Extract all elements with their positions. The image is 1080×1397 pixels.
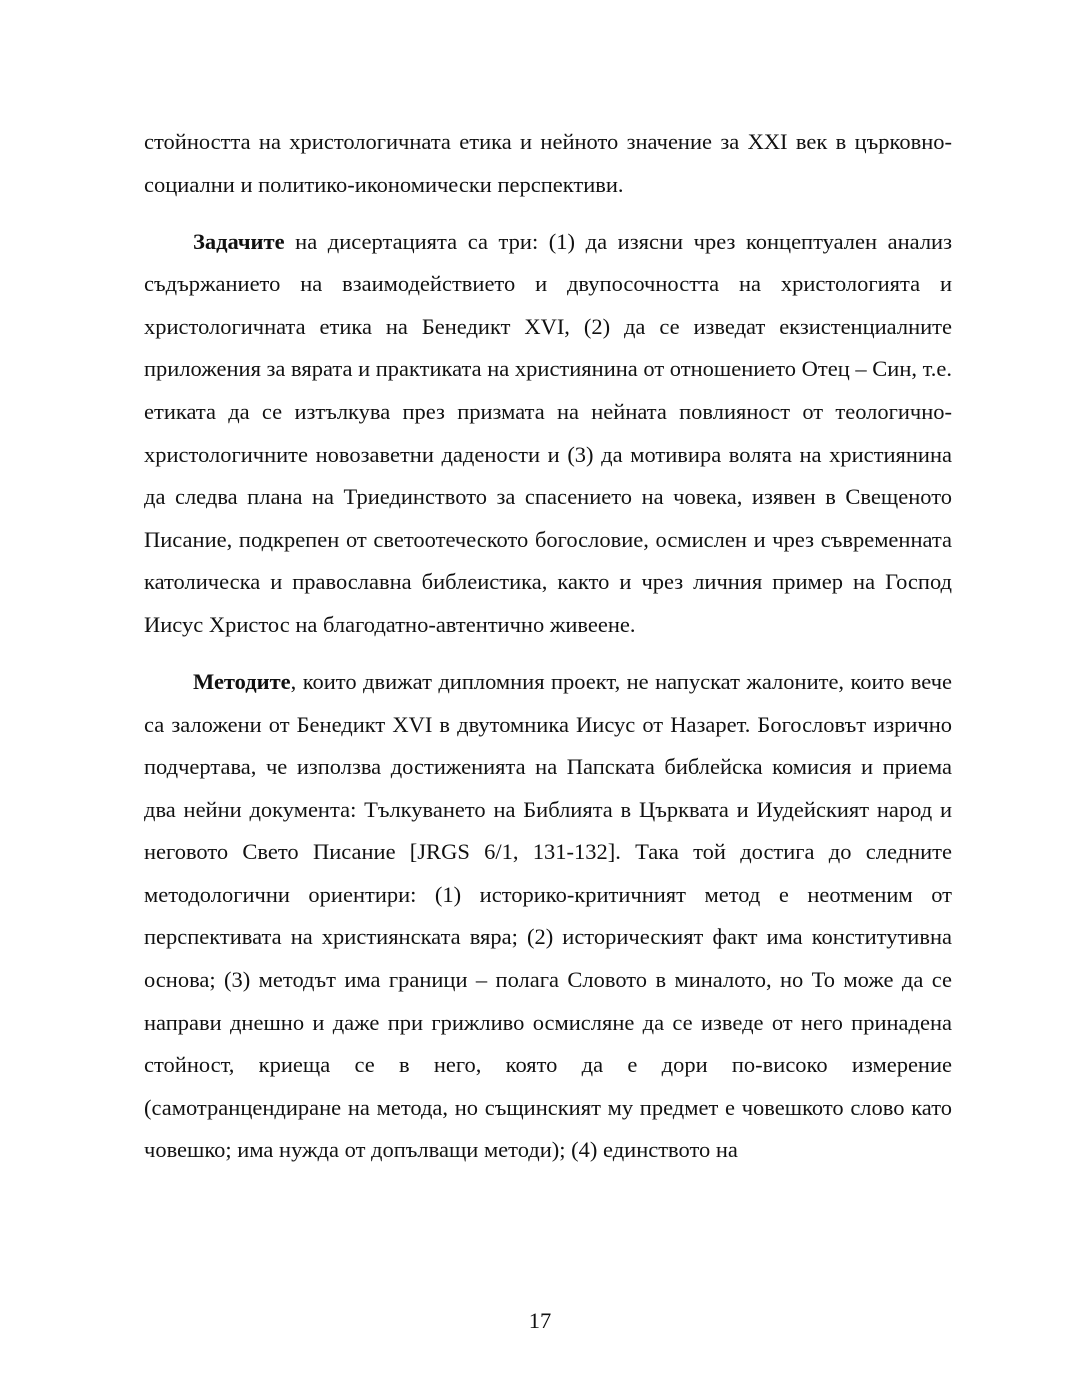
paragraph-heading-tasks: Задачите (193, 228, 285, 254)
paragraph-tasks (144, 221, 952, 647)
paragraph-methods (144, 661, 952, 1172)
paragraph-text: на дисертацията са три: (1) да изясни чрез концептуален анализ съдържанието на взаимодействието и двупосочността на христологията и христологичната етика на Бенедикт XVI, (2) да се изведат екзистенциалните приложения за вярата и практиката на християнина от отношението Отец – Син, т.е. етиката да се изтълкува през призмата на нейната повлияност от теологично-христологичните новозаветни дадености и (3) да мотивира волята на християнина да следва плана на Триединството за спасението на човека, изявен в Свещеното Писание, подкрепен от светоотеческото богословие, осмислен и чрез съвременната католическа и православна библеистика, както и чрез личния пример на Господ Иисус Христос на благодатно-автентично живеене. (144, 228, 953, 637)
paragraph-text: , които движат дипломния проект, не напускат жалоните, които вече са заложени от Бенедикт XVI в двутомника Иисус от Назарет. Богословът изрично подчертава, че използва достиженията на Папската библейска комисия и приема два нейни документа: Тълкуването на Библията в Църквата и Иудейският народ и неговото Свето Писание [JRGS 6/1, 131-132]. Така той достига до следните методологични ориентири: (1) историко-критичният метод е неотменим от перспективата на християнската вяра; (2) историческият факт има конститутивна основа; (3) методът има граници – полага Словото в миналото, но То може да се направи днешно и даже при грижливо осмисляне да се изведе от него принадена стойност, криеща се в него, която да е дори по-високо измерение (самотранцендиране на метода, но същинският му предмет е човешкото слово като човешко; има нужда от допълващи методи); (4) единството на (144, 668, 952, 1163)
paragraph-continuation (144, 121, 952, 206)
paragraph-text: стойността на христологичната етика и нейното значение за XXI век в църковно-социални и политико-икономически перспективи. (144, 129, 952, 197)
document-body (144, 121, 952, 1172)
paragraph-heading-methods: Методите (193, 668, 291, 694)
page-number: 17 (528, 1308, 552, 1333)
